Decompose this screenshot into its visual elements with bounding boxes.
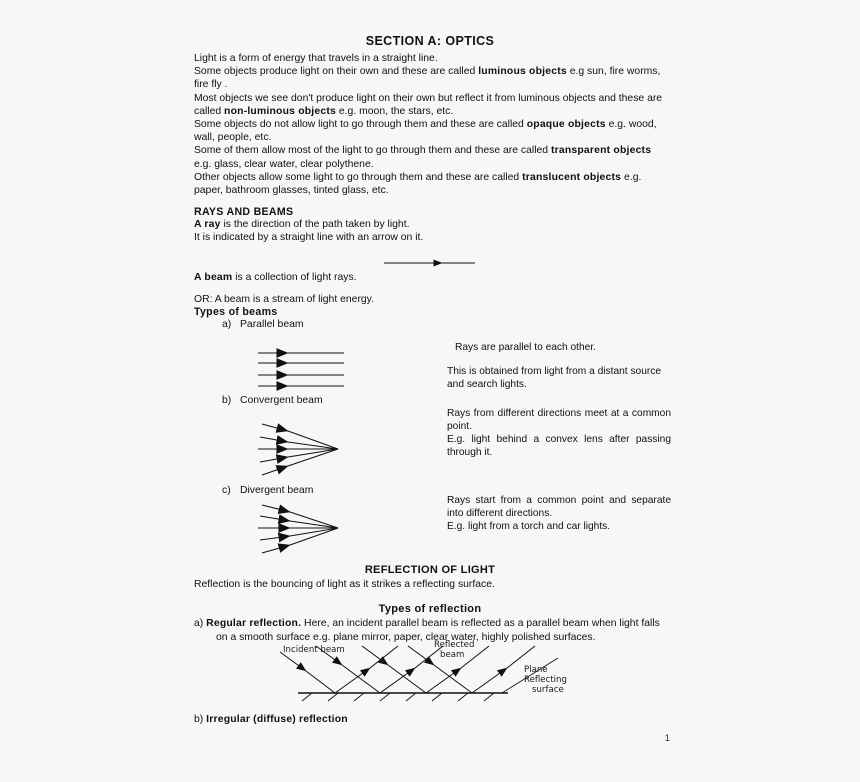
convergent-beam-note-2: E.g. light behind a convex lens after passing through it. bbox=[447, 434, 671, 458]
beam-item-label-parallel: Parallel beam bbox=[240, 319, 304, 331]
convergent-beam-note-1: Rays from different directions meet at a common point. bbox=[447, 408, 671, 432]
divergent-beam-svg bbox=[248, 498, 353, 558]
intro-line-5-pre: Some of them allow most of the light to go through them and these are called bbox=[194, 145, 551, 157]
reflection-definition: Reflection is the bouncing of light as it strikes a reflecting surface. bbox=[194, 579, 495, 590]
intro-line-4 bbox=[194, 118, 666, 144]
intro-line-2-pre: Some objects produce light on their own and these are called bbox=[194, 66, 479, 78]
label-plane-reflecting-surface bbox=[524, 665, 567, 695]
intro-line-6 bbox=[194, 171, 666, 197]
document-body-column bbox=[194, 34, 666, 331]
ray-arrow-svg bbox=[194, 245, 666, 271]
convergent-ray-5-tail bbox=[288, 449, 338, 466]
regular-reflection-marker: a) bbox=[194, 618, 204, 629]
divergent-ray-5-arrow bbox=[262, 545, 290, 553]
parallel-beam-note-2: This is obtained from light from a distant source and search lights. bbox=[447, 366, 662, 390]
term-opaque-objects: opaque objects bbox=[526, 119, 606, 131]
beam-item-label-divergent: Divergent beam bbox=[240, 485, 314, 496]
intro-line-2-post: e.g sun, fire worms, fire fly . bbox=[194, 66, 661, 91]
term-a-ray: A ray bbox=[194, 219, 221, 231]
incident-ray-2-tail bbox=[342, 665, 380, 693]
intro-line-1: Light is a form of energy that travels in a straight line. bbox=[194, 53, 438, 64]
label-surface-line-2: Reflecting bbox=[524, 675, 567, 685]
convergent-ray-1-arrow bbox=[262, 424, 288, 431]
divergent-beam-note-2: E.g. light from a torch and car lights. bbox=[447, 521, 611, 532]
label-incident-beam: Incident beam bbox=[283, 645, 345, 655]
reflected-ray-1-tail bbox=[370, 646, 398, 668]
term-non-luminous-objects: non-luminous objects bbox=[224, 105, 336, 117]
divergent-ray-1-arrow bbox=[262, 505, 290, 512]
ray-definition bbox=[194, 218, 666, 231]
convergent-ray-5-arrow bbox=[262, 466, 288, 475]
beam-definition bbox=[194, 271, 666, 284]
convergent-ray-4-arrow bbox=[260, 457, 288, 462]
term-translucent-objects: translucent objects bbox=[522, 171, 622, 183]
irregular-reflection-marker: b) bbox=[194, 714, 204, 725]
intro-line-3 bbox=[194, 92, 666, 118]
regular-reflection-line-2: on a smooth surface e.g. plane mirror, paper, clear water, highly polished surfaces. bbox=[216, 631, 596, 643]
regular-reflection-line-1 bbox=[194, 617, 670, 631]
divergent-ray-2-tail bbox=[290, 521, 338, 528]
parallel-beam-note-1: Rays are parallel to each other. bbox=[455, 342, 597, 353]
convergent-ray-2-arrow bbox=[260, 437, 288, 442]
divergent-ray-4-arrow bbox=[260, 536, 290, 540]
beam-item-convergent bbox=[222, 395, 323, 406]
term-regular-reflection: Regular reflection. bbox=[206, 618, 302, 629]
intro-line-5-post: e.g. glass, clear water, clear polythene. bbox=[194, 158, 374, 170]
incident-ray-3-arrow bbox=[362, 646, 388, 665]
incident-ray-1-tail bbox=[306, 671, 335, 693]
parallel-beam-diagram bbox=[252, 348, 362, 396]
page-title: SECTION A: OPTICS bbox=[365, 34, 495, 48]
beam-item-parallel bbox=[194, 318, 666, 331]
divergent-ray-2-arrow bbox=[260, 516, 290, 521]
divergent-beam-diagram bbox=[248, 498, 353, 558]
regular-reflection-text-1: Here, an incident parallel beam is reflected as a parallel beam when light falls bbox=[301, 618, 660, 629]
intro-line-3-pre: Most objects we see don't produce light on their own but reflect it from luminous objects and these are called bbox=[194, 92, 663, 117]
intro-line-5 bbox=[194, 144, 666, 170]
intro-line-4-post: e.g. wood, wall, people, etc. bbox=[194, 119, 657, 144]
divergent-ray-4-tail bbox=[290, 528, 338, 536]
convergent-beam-diagram bbox=[248, 418, 353, 480]
intro-line-6-post: e.g. paper, bathroom glasses, tinted glass, etc. bbox=[194, 171, 642, 197]
ray-arrow-figure bbox=[194, 245, 666, 271]
reflected-ray-1-arrow bbox=[335, 668, 370, 693]
convergent-ray-2-tail bbox=[288, 442, 338, 449]
beam-item-label-convergent: Convergent beam bbox=[240, 395, 323, 406]
convergent-ray-1-tail bbox=[288, 431, 338, 449]
term-irregular-reflection: Irregular (diffuse) reflection bbox=[206, 714, 348, 725]
label-reflected-beam-line-1: Reflected bbox=[434, 640, 475, 650]
mirror-hatching bbox=[302, 693, 494, 701]
beam-item-divergent bbox=[222, 485, 313, 496]
beam-item-marker-a: a) bbox=[222, 319, 232, 331]
intro-line-3-post: e.g. moon, the stars, etc. bbox=[336, 105, 454, 117]
divergent-ray-5-tail bbox=[290, 528, 338, 545]
intro-line-2 bbox=[194, 65, 666, 91]
spacer bbox=[194, 284, 666, 293]
intro-line-6-pre: Other objects allow some light to go through them and these are called bbox=[194, 171, 523, 183]
term-luminous-objects: luminous objects bbox=[478, 66, 567, 78]
intro-line-4-pre: Some objects do not allow light to go through them and these are called bbox=[194, 119, 527, 131]
incident-ray-3-tail bbox=[388, 665, 426, 693]
convergent-ray-4-tail bbox=[288, 449, 338, 457]
beam-item-marker-c: c) bbox=[222, 485, 231, 496]
ray-definition-rest: is the direction of the path taken by light. bbox=[220, 219, 410, 231]
heading-types-of-beams: Types of beams bbox=[194, 306, 278, 319]
incident-ray-4-tail bbox=[434, 665, 472, 693]
divergent-ray-1-tail bbox=[290, 512, 338, 528]
term-transparent-objects: transparent objects bbox=[550, 145, 652, 157]
label-surface-line-1: Plane bbox=[524, 665, 548, 675]
label-reflected-beam bbox=[434, 640, 474, 660]
heading-rays-and-beams: RAYS AND BEAMS bbox=[194, 206, 294, 219]
parallel-beam-svg bbox=[252, 348, 362, 396]
beam-or-definition: OR: A beam is a stream of light energy. bbox=[194, 293, 374, 305]
page-number: 1 bbox=[664, 733, 670, 744]
ray-indicated-text: It is indicated by a straight line with an arrow on it. bbox=[194, 232, 424, 244]
reflected-ray-4-arrow bbox=[472, 668, 507, 693]
label-surface-line-3: surface bbox=[532, 685, 564, 695]
divergent-beam-note-1: Rays start from a common point and separate into different directions. bbox=[447, 495, 671, 519]
beam-definition-rest: is a collection of light rays. bbox=[232, 271, 357, 283]
heading-types-of-reflection: Types of reflection bbox=[378, 603, 482, 615]
heading-reflection-of-light: REFLECTION OF LIGHT bbox=[364, 564, 496, 576]
spacer bbox=[194, 197, 666, 206]
term-a-beam: A beam bbox=[194, 271, 233, 283]
beam-item-marker-b: b) bbox=[222, 395, 232, 406]
label-reflected-beam-line-2: beam bbox=[440, 650, 465, 660]
convergent-beam-svg bbox=[248, 418, 353, 480]
irregular-reflection-block bbox=[194, 714, 348, 725]
